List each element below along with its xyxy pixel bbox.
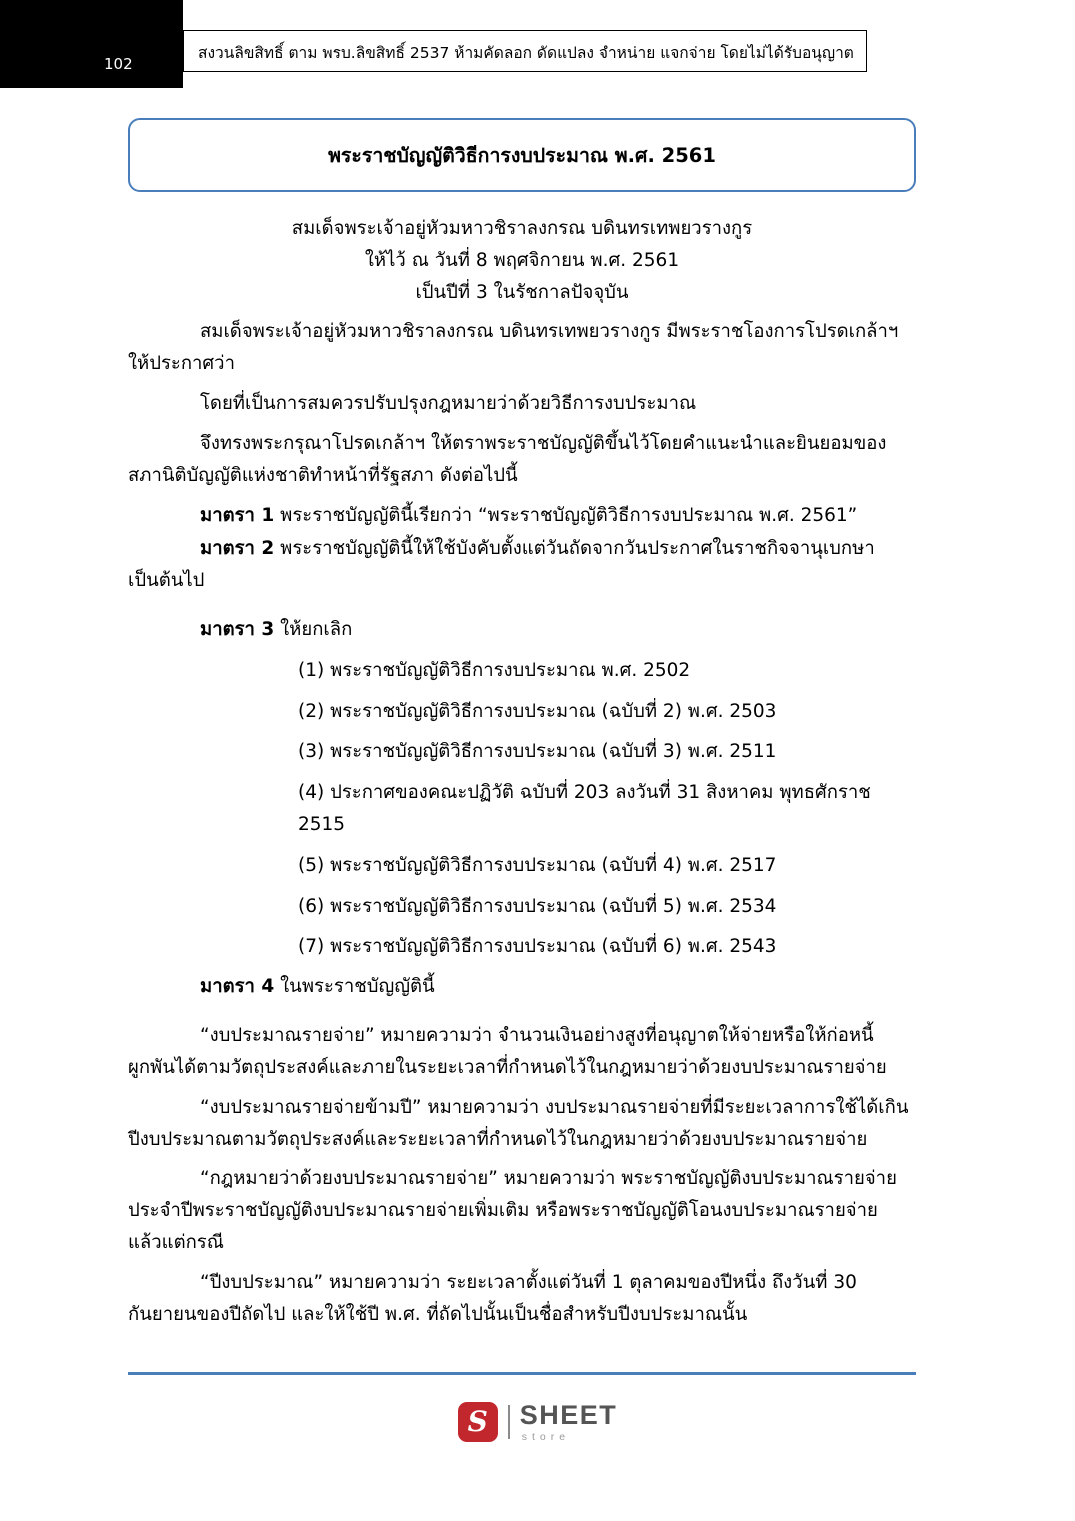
logo-letter: S (467, 1405, 488, 1439)
list-item: (1) พระราชบัญญัติวิธีการงบประมาณ พ.ศ. 2502 (298, 659, 691, 681)
section-3-label: มาตรา 3 (200, 618, 275, 640)
footer-logo (0, 1402, 1075, 1443)
section-1-label: มาตรา 1 (200, 504, 275, 526)
footer-divider (128, 1372, 916, 1375)
section-3-text: ให้ยกเลิก (280, 618, 353, 640)
logo-name: SHEET (519, 1400, 618, 1430)
section-3 (128, 614, 916, 646)
spacer (128, 597, 916, 606)
copyright-notice: สงวนลิขสิทธิ์ ตาม พรบ.ลิขสิทธิ์ 2537 ห้ามคัดลอก ดัดแปลง จำหน่าย แจกจ่าย โดยไม่ได้รับอนุญาต (198, 44, 854, 62)
section-2-label: มาตรา 2 (200, 538, 275, 560)
list-item: (2) พระราชบัญญัติวิธีการงบประมาณ (ฉบับที่ 2) พ.ศ. 2503 (298, 700, 777, 722)
list-item: (6) พระราชบัญญัติวิธีการงบประมาณ (ฉบับที่ 5) พ.ศ. 2534 (298, 895, 777, 917)
page-title: พระราชบัญญัติวิธีการงบประมาณ พ.ศ. 2561 (328, 143, 716, 167)
logo-wordmark (520, 1402, 618, 1443)
spacer (128, 1003, 916, 1012)
definition-budget-law: “กฎหมายว่าด้วยงบประมาณรายจ่าย” หมายความว่า พระราชบัญญัติงบประมาณรายจ่ายประจำปีพระราชบัญญัติงบประมาณรายจ่ายเพิ่มเติม หรือพระราชบัญญัติโอนงบประมาณรายจ่าย แล้วแต่กรณี (128, 1168, 897, 1253)
document-body (128, 213, 916, 1330)
definition-expenditure-budget: “งบประมาณรายจ่าย” หมายความว่า จำนวนเงินอย่างสูงที่อนุญาตให้จ่ายหรือให้ก่อหนี้ผูกพันได้ตามวัตถุประสงค์และภายในระยะเวลาที่กำหนดไว้ในกฎหมายว่าด้วยงบประมาณรายจ่าย (128, 1025, 887, 1078)
page-number-block (0, 0, 183, 88)
preamble-line-2: ให้ไว้ ณ วันที่ 8 พฤศจิกายน พ.ศ. 2561 (364, 249, 680, 271)
definition-multiyear-budget: “งบประมาณรายจ่ายข้ามปี” หมายความว่า งบประมาณรายจ่ายที่มีระยะเวลาการใช้ได้เกินปีงบประมาณตามวัตถุประสงค์และระยะเวลาที่กำหนดไว้ในกฎหมายว่าด้วยงบประมาณรายจ่าย (128, 1096, 909, 1150)
section-1-text: พระราชบัญญัตินี้เรียกว่า “พระราชบัญญัติวิธีการงบประมาณ พ.ศ. 2561” (280, 504, 858, 526)
list-item: (7) พระราชบัญญัติวิธีการงบประมาณ (ฉบับที่ 6) พ.ศ. 2543 (298, 936, 777, 958)
section-1 (128, 500, 916, 532)
list-item: (3) พระราชบัญญัติวิธีการงบประมาณ (ฉบับที่ 3) พ.ศ. 2511 (298, 741, 777, 763)
page-number: 102 (104, 55, 133, 73)
list-item: (4) ประกาศของคณะปฏิวัติ ฉบับที่ 203 ลงวันที่ 31 สิงหาคม พุทธศักราช 2515 (298, 782, 871, 835)
paragraph-proclamation: สมเด็จพระเจ้าอยู่หัวมหาวชิราลงกรณ บดินทรเทพยวรางกูร มีพระราชโองการโปรดเกล้าฯให้ประกาศว่า (128, 321, 899, 375)
preamble-line-1: สมเด็จพระเจ้าอยู่หัวมหาวชิราลงกรณ บดินทรเทพยวรางกูร (291, 218, 753, 239)
page-header (0, 0, 1075, 88)
section-2 (128, 533, 916, 597)
list-item: (5) พระราชบัญญัติวิธีการงบประมาณ (ฉบับที่ 4) พ.ศ. 2517 (298, 854, 777, 876)
section-4-label: มาตรา 4 (200, 976, 275, 998)
document-title-box (128, 118, 916, 192)
definition-fiscal-year: “ปีงบประมาณ” หมายความว่า ระยะเวลาตั้งแต่วันที่ 1 ตุลาคมของปีหนึ่ง ถึงวันที่ 30 กันยายนของปีถัดไป และให้ใช้ปี พ.ศ. ที่ถัดไปนั้นเป็นชื่อสำหรับปีงบประมาณนั้น (128, 1271, 857, 1325)
copyright-notice-box (183, 30, 867, 72)
preamble-line-3: เป็นปีที่ 3 ในรัชกาลปัจจุบัน (415, 281, 629, 303)
logo-subtitle: store (521, 1431, 571, 1443)
section-4-text: ในพระราชบัญญัตินี้ (280, 976, 435, 998)
paragraph-rationale: โดยที่เป็นการสมควรปรับปรุงกฎหมายว่าด้วยวิธีการงบประมาณ (200, 393, 697, 415)
logo-divider (508, 1405, 510, 1439)
sheet-store-logo-icon (458, 1402, 498, 1442)
section-2-text: พระราชบัญญัตินี้ให้ใช้บังคับตั้งแต่วันถัดจากวันประกาศในราชกิจจานุเบกษาเป็นต้นไป (128, 538, 875, 592)
section-4 (128, 971, 916, 1003)
paragraph-enactment: จึงทรงพระกรุณาโปรดเกล้าฯ ให้ตราพระราชบัญญัติขึ้นไว้โดยคำแนะนำและยินยอมของสภานิติบัญญัติแห่งชาติทำหน้าที่รัฐสภา ดังต่อไปนี้ (128, 432, 887, 486)
